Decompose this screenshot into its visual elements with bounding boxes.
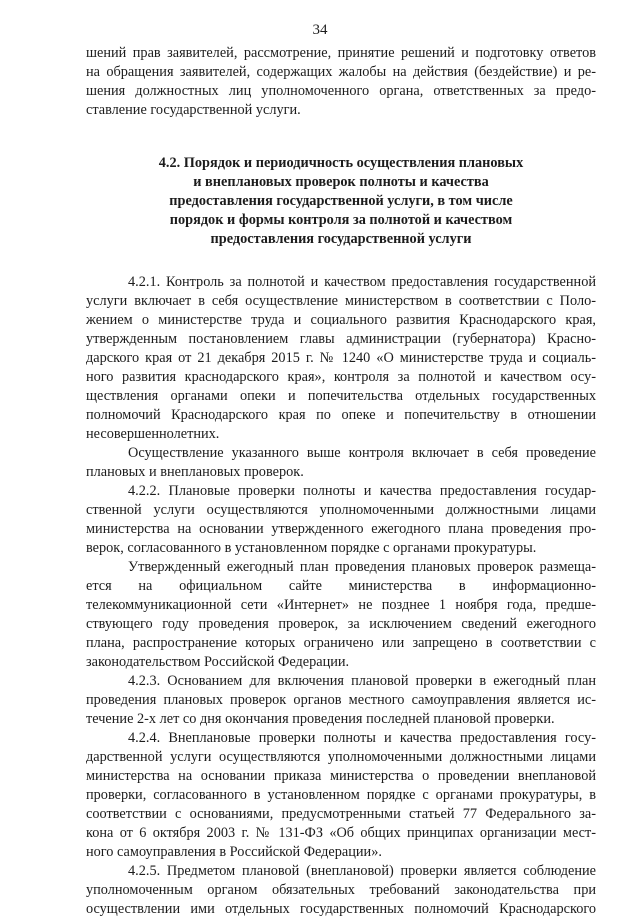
text-line: ставление государственной услуги. [86,102,301,118]
page-number: 34 [312,22,328,38]
text-line: полномочий Краснодарского края по опеке и попечительству в отношении [86,407,596,423]
text-line: верок, согласованного в установленном порядке с органами прокуратуры. [86,540,537,556]
section-paragraph [86,558,596,672]
text-line: Утвержденный ежегодный план проведения плановых проверок размеща- [128,559,596,575]
text-line: ствующего году проведения проверок, за исключением сведений ежегодного [86,616,596,632]
text-line: плановых и внеплановых проверок. [86,464,304,480]
section-paragraph [86,672,596,729]
text-line: проверки, согласованного в установленном порядке с органами прокуратуры, в [86,787,596,803]
intro-paragraph [86,44,596,120]
section-paragraph [86,444,596,482]
section-paragraph [86,862,596,919]
heading-line: 4.2. Порядок и периодичность осуществления плановых [158,155,524,171]
text-line: Осуществление указанного выше контроля включает в себя проведение [128,445,596,461]
text-line: несовершеннолетних. [86,426,220,442]
section-paragraph [86,482,596,558]
text-line: телекоммуникационной сети «Интернет» не позднее 1 ноября года, предше- [86,597,596,613]
text-line: плана, распространение которых ограничено или запрещено в соответствии с [86,635,596,651]
text-line: министерства на основании утвержденного ежегодного плана проведения про- [86,521,596,537]
text-line: на обращения заявителей, содержащих жалобы на действия (бездействие) и ре- [86,64,596,80]
text-line: 4.2.2. Плановые проверки полноты и качества предоставления государ- [128,483,596,499]
text-line: дарственной услуги осуществляются уполномоченными должностными лицами [86,749,596,765]
text-line: шений прав заявителей, рассмотрение, принятие решений и подготовку ответов [86,45,596,61]
text-line: 4.2.5. Предметом плановой (внеплановой) проверки является соблюдение [128,863,596,879]
text-line: уполномоченным органом обязательных требований законодательства при [86,882,596,898]
section-heading [86,154,596,249]
heading-line: и внеплановых проверок полноты и качества [193,174,489,190]
text-line: проведения плановых проверок органов местного самоуправления является ис- [86,692,596,708]
document-body [86,44,596,919]
heading-line: порядок и формы контроля за полнотой и качеством [169,212,513,228]
text-line: жением о министерстве труда и социального развития Краснодарского края, [86,312,596,328]
heading-line: предоставления государственной услуги [210,231,472,247]
text-line: утвержденным постановлением главы администрации (губернатора) Красно- [86,331,596,347]
text-line: министерства на основании приказа министерства о проведении внеплановой [86,768,596,784]
text-line: услуги включает в себя осуществление министерством в соответствии с Поло- [86,293,596,309]
section-paragraphs [86,273,596,919]
text-line: ществления органами опеки и попечительства отдельных государственных [86,388,596,404]
text-line: осуществлении ими отдельных государственных полномочий Краснодарского [86,901,596,917]
text-line: ного самоуправления в Российской Федерации». [86,844,382,860]
text-line: кона от 6 октября 2003 г. № 131-ФЗ «Об общих принципах организации мест- [86,825,596,841]
text-line: шения должностных лиц уполномоченного органа, ответственных за предо- [86,83,596,99]
text-line: ственной услуги осуществляются уполномоченными должностными лицами [86,502,596,518]
text-line: дарского края от 21 декабря 2015 г. № 1240 «О министерстве труда и социаль- [86,350,596,366]
text-line: ется на официальном сайте министерства в информационно- [86,578,596,594]
text-line: 4.2.3. Основанием для включения плановой проверки в ежегодный план [128,673,596,689]
text-line: законодательством Российской Федерации. [86,654,350,670]
text-line: соответствии с основаниями, предусмотренными статьей 77 Федерального за- [86,806,596,822]
section-paragraph [86,729,596,862]
section-paragraph [86,273,596,444]
text-line: ного развития краснодарского края», контроля за полнотой и качеством осу- [86,369,596,385]
text-line: течение 2-х лет со дня окончания проведения последней плановой проверки. [86,711,555,727]
text-line: 4.2.4. Внеплановые проверки полноты и качества предоставления госу- [128,730,596,746]
text-line: 4.2.1. Контроль за полнотой и качеством предоставления государственной [128,274,596,290]
heading-line: предоставления государственной услуги, в том числе [169,193,513,209]
